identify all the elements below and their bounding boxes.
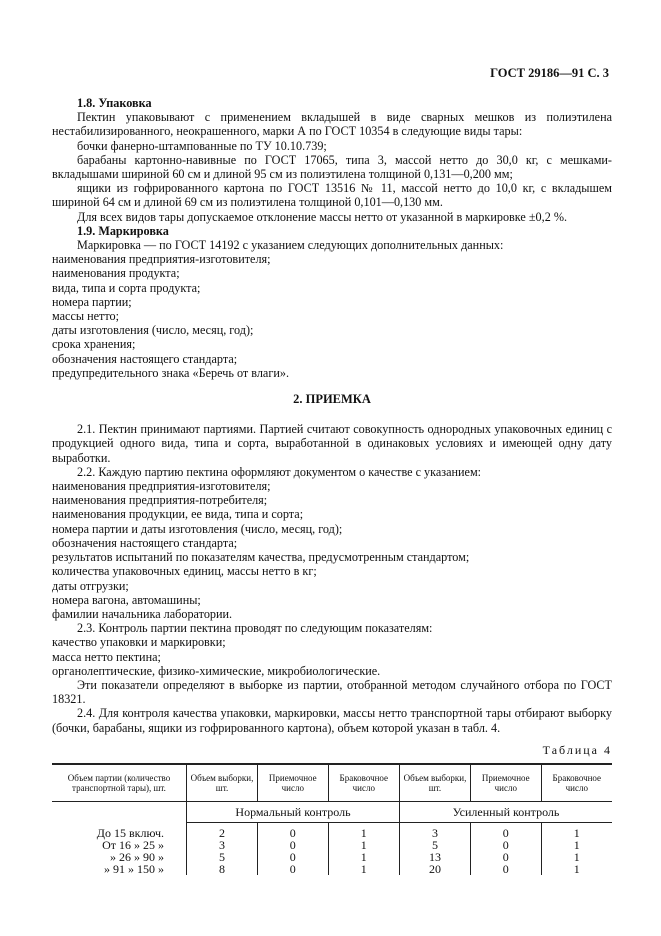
column-header: Браковочное число — [541, 764, 612, 802]
table-cell: 0 — [257, 851, 328, 863]
table-cell: 1 — [328, 863, 399, 875]
list-item: номера партии и даты изготовления (число, месяц, год); — [52, 521, 343, 536]
table-cell: 1 — [541, 822, 612, 839]
section-1-9-heading: 1.9. Маркировка — [77, 223, 169, 238]
table-cell: 0 — [470, 839, 541, 851]
table-cell: 1 — [541, 839, 612, 851]
list-item: фамилии начальника лаборатории. — [52, 606, 233, 621]
table-cell: 1 — [328, 839, 399, 851]
sampling-table — [52, 763, 612, 875]
list-item: предупредительного знака «Беречь от влаги». — [52, 365, 290, 380]
list-item: масса нетто пектина; — [52, 649, 161, 664]
paragraph: Для всех видов тары допускаемое отклонение массы нетто от указанной в маркировке ±0,2 %. — [77, 209, 568, 224]
section-2-title: 2. ПРИЕМКА — [293, 392, 371, 407]
table-cell: 3 — [399, 822, 470, 839]
list-item: наименования продукции, ее вида, типа и сорта; — [52, 507, 304, 522]
table-cell: » 26 » 90 » — [110, 849, 164, 864]
paragraph: Пектин упаковывают с применением вкладышей в виде сварных мешков из полиэтилена нестабилизированного, неокрашенного, марки А по ГОСТ 10354 в следующие виды тары: — [52, 110, 612, 139]
control-mode-row — [52, 801, 612, 822]
page-header: ГОСТ 29186—91 С. 3 — [490, 66, 609, 80]
list-item: наименования предприятия-потребителя; — [52, 493, 268, 508]
list-item: обозначения настоящего стандарта; — [52, 351, 238, 366]
paragraph: барабаны картонно-навивные по ГОСТ 17065, типа 3, массой нетто до 30,0 кг, с мешками-вкладышами шириной 60 см и длиной 95 см из полиэтилена толщиной 0,131—0,200 мм; — [52, 152, 612, 182]
list-item: наименования предприятия-изготовителя; — [52, 252, 271, 267]
table-cell: До 15 включ. — [96, 825, 164, 840]
table-cell: 0 — [257, 822, 328, 839]
list-item: массы нетто; — [52, 309, 119, 324]
column-header: Объем выборки, шт. — [187, 764, 258, 802]
list-item: наименования продукта; — [52, 266, 180, 281]
paragraph: 2.1. Пектин принимают партиями. Партией считают совокупность однородных упаковочных единиц с продукцией одного вида, типа и сорта, выработанной в одинаковых условиях и имеющей одну дату выработки. — [52, 422, 612, 465]
paragraph: бочки фанерно-штампованные по ТУ 10.10.739; — [77, 138, 327, 153]
table-cell: 2 — [187, 822, 258, 839]
list-item: даты изготовления (число, месяц, год); — [52, 323, 254, 338]
document-body — [52, 96, 612, 875]
table-cell: 1 — [541, 863, 612, 875]
column-header: Объем партии (количество транспортной тары), шт. — [52, 764, 187, 802]
tightened-control-label: Усиленный контроль — [399, 801, 612, 822]
table-cell: 13 — [399, 851, 470, 863]
list-item: номера вагона, автомашины; — [52, 592, 201, 607]
table-cell: От 16 » 25 » — [102, 837, 164, 852]
table-row — [52, 822, 612, 839]
table-cell: 5 — [187, 851, 258, 863]
list-item: номера партии; — [52, 294, 132, 309]
normal-control-label: Нормальный контроль — [187, 801, 400, 822]
list-item: качество упаковки и маркировки; — [52, 635, 226, 650]
list-item: количества упаковочных единиц, массы нетто в кг; — [52, 564, 317, 579]
empty-cell — [52, 801, 187, 822]
section-1-8-heading: 1.8. Упаковка — [77, 96, 152, 110]
column-header: Приемочное число — [470, 764, 541, 802]
table-cell: 1 — [541, 851, 612, 863]
column-header: Браковочное число — [328, 764, 399, 802]
table-cell: 3 — [187, 839, 258, 851]
table-cell: 0 — [470, 822, 541, 839]
table-cell: 1 — [328, 851, 399, 863]
table-cell: 0 — [470, 863, 541, 875]
table-cell: 0 — [257, 863, 328, 875]
paragraph: 2.4. Для контроля качества упаковки, маркировки, массы нетто транспортной тары отбирают выборку (бочки, барабаны, ящики из гофрированного картона), объем которой указан в табл. 4. — [52, 706, 612, 735]
table-header-row — [52, 764, 612, 802]
list-item: наименования предприятия-изготовителя; — [52, 479, 271, 494]
table-cell: 1 — [328, 822, 399, 839]
table-cell: 0 — [257, 839, 328, 851]
list-item: органолептические, физико-химические, микробиологические. — [52, 663, 381, 678]
table-cell: 20 — [399, 863, 470, 875]
table-cell: 5 — [399, 839, 470, 851]
column-header: Приемочное число — [257, 764, 328, 802]
paragraph: Эти показатели определяют в выборке из партии, отобранной методом случайного отбора по ГОСТ 18321. — [52, 677, 612, 707]
paragraph: ящики из гофрированного картона по ГОСТ 13516 № 11, массой нетто до 10,0 кг, с вкладышем шириной 64 см и длиной 69 см из полиэтилена толщиной 0,101—0,130 мм. — [52, 181, 612, 210]
column-header: Объем выборки, шт. — [399, 764, 470, 802]
paragraph: 2.3. Контроль партии пектина проводят по следующим показателям: — [77, 621, 433, 636]
list-item: срока хранения; — [52, 337, 136, 352]
table-caption: Таблица 4 — [542, 742, 612, 757]
table-cell: 8 — [187, 863, 258, 875]
table-cell: 0 — [470, 851, 541, 863]
list-item: вида, типа и сорта продукта; — [52, 280, 201, 295]
paragraph: 2.2. Каждую партию пектина оформляют документом о качестве с указанием: — [77, 464, 482, 479]
list-item: даты отгрузки; — [52, 578, 129, 593]
table-cell: » 91 » 150 » — [104, 861, 164, 876]
paragraph: Маркировка — по ГОСТ 14192 с указанием следующих дополнительных данных: — [77, 238, 504, 253]
table-row — [52, 863, 612, 875]
list-item: обозначения настоящего стандарта; — [52, 535, 238, 550]
list-item: результатов испытаний по показателям качества, предусмотренным стандартом; — [52, 550, 470, 565]
